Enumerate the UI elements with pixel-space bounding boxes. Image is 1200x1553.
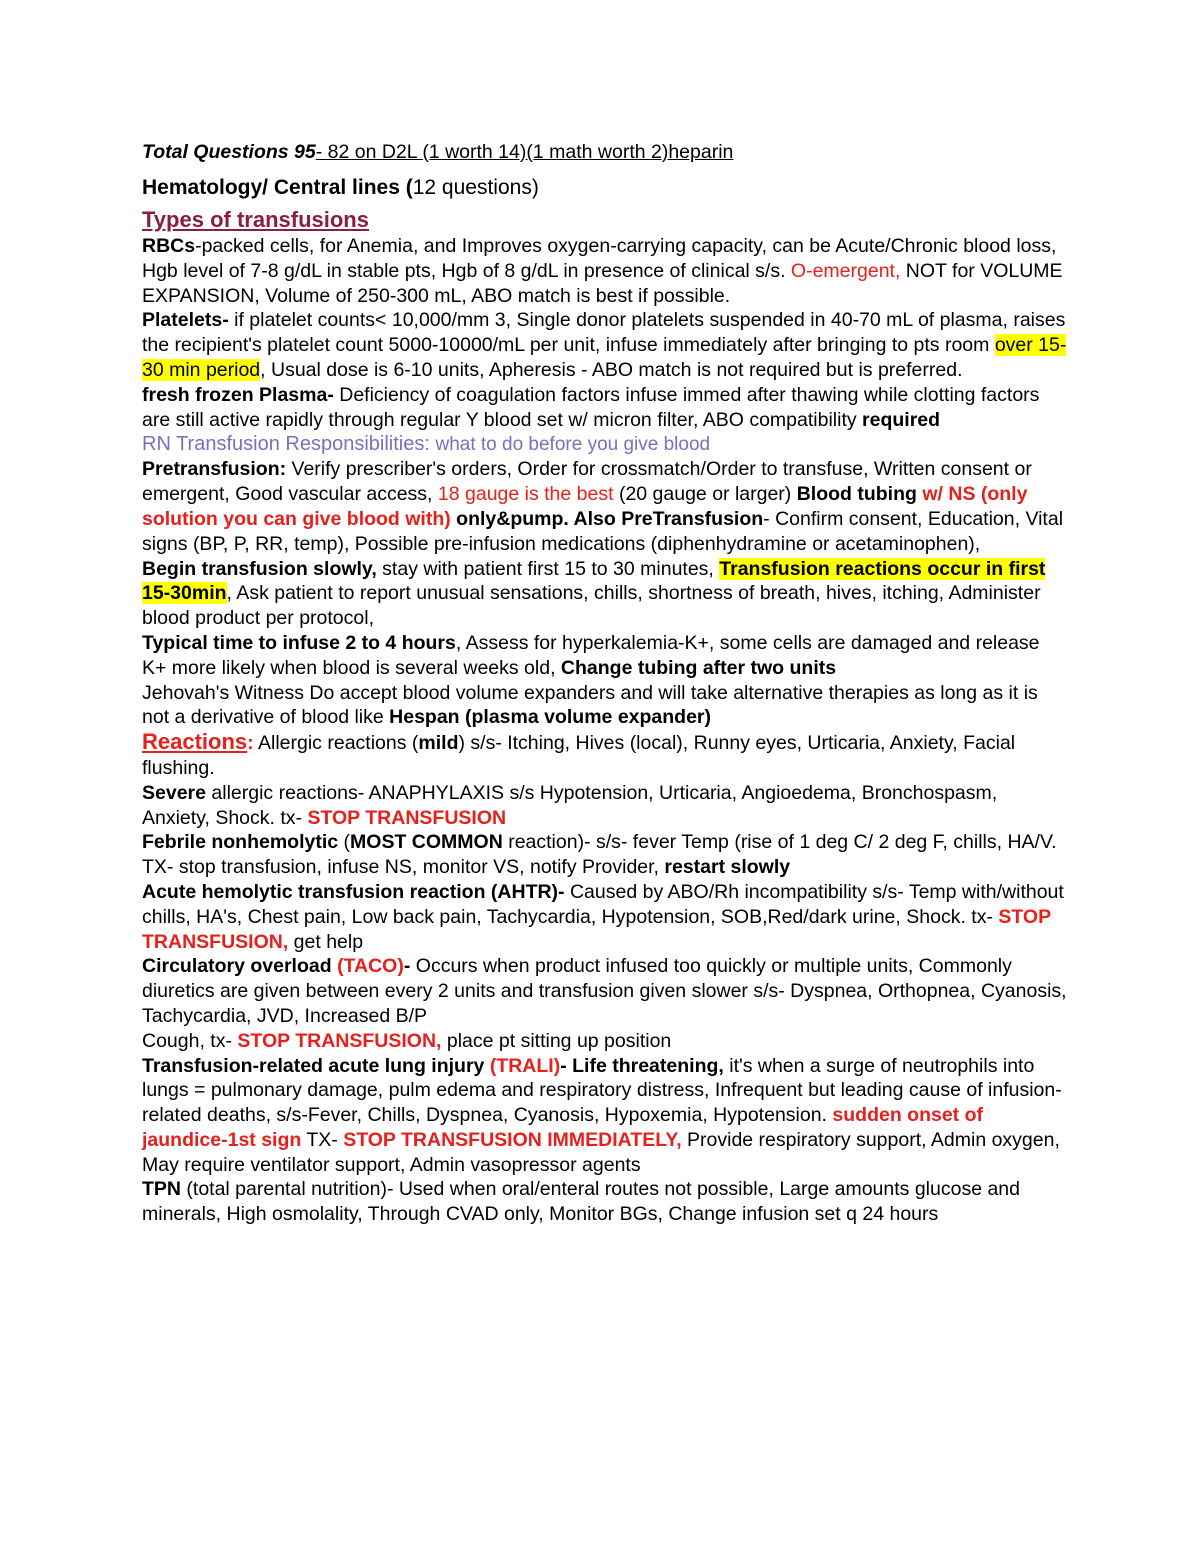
severe-paragraph [142,781,1067,831]
total-questions-label: Total Questions 95 [142,141,316,163]
begin-label: Begin transfusion slowly, [142,557,377,580]
trali-text-2: TX- [301,1128,344,1151]
tpn-text: (total parental nutrition)- Used when oral/enteral routes not possible, Large amounts glucose and minerals, High osmolality, Through CVAD only, Monitor BGs, Change infusion set q 24 hours [142,1178,1020,1226]
trali-acronym: (TRALI) [489,1054,561,1077]
blood-tubing-label: Blood tubing [796,483,923,506]
trali-text-3: Provide respiratory support, Admin oxygen, May require ventilator support, Admin vasopressor agents [142,1128,1060,1176]
ffp-label: fresh frozen Plasma- [142,383,334,406]
typical-text: , Assess for hyperkalemia-K+, some cells are damaged and release K+ more likely when blood is several weeks old, [142,631,1040,679]
begin-text-2: , Ask patient to report unusual sensations, chills, shortness of breath, hives, itching, Administer blood product per protocol, [142,582,1041,630]
platelets-paragraph [142,308,1067,382]
typical-paragraph [142,631,1067,681]
gauge-note: 18 gauge is the best [437,483,614,506]
begin-paragraph [142,557,1067,631]
reactions-label: Reactions [142,729,248,755]
reactions-timing-highlight: Transfusion reactions occur in first 15-30min [142,557,1046,605]
severe-label: Severe [142,781,206,804]
trali-text: it's when a surge of neutrophils into lungs = pulmonary damage, pulm edema and respiratory distress, Infrequent but leading cause of infusion-related deaths, s/s-Fever, Chills, Dyspnea, Cyanosis, Hypoxemia, Hypotension. [142,1054,1062,1127]
reactions-text-2: ) s/s- Itching, Hives (local), Runny eyes, Urticaria, Anxiety, Facial flushing. [142,732,1016,779]
ahtr-label: Acute hemolytic transfusion reaction (AHTR)- [142,880,565,903]
taco-text: Occurs when product infused too quickly or multiple units, Commonly diuretics are given between every 2 units and transfusion given slower s/s- Dyspnea, Orthopnea, Cyanosis, Tachycardia, JVD, Increased B/P [142,955,1067,1027]
taco-label: Circulatory overload [142,955,338,978]
mild-label: mild [418,732,459,755]
ahtr-text-2: get help [288,930,364,953]
section-heading-count: 12 questions) [412,176,539,199]
taco-text-2: place pt sitting up position [441,1029,672,1052]
tpn-label: TPN [142,1178,181,1201]
platelets-label: Platelets- [142,309,229,332]
total-questions-line [142,140,1067,164]
restart-slowly: restart slowly [664,856,791,879]
section-heading [142,174,1067,202]
pretransfusion-text: Verify prescriber's orders, Order for crossmatch/Order to transfuse, Written consent or emergent, Good vascular access, [142,458,1032,506]
document-content [142,140,1067,1227]
rn-responsibilities-heading [142,432,1067,457]
hespan-note: Hespan (plasma volume expander) [389,706,712,729]
ahtr-text: Caused by ABO/Rh incompatibility s/s- Temp with/without chills, HA's, Chest pain, Low back pain, Tachycardia, Hypotension, SOB,Red/dark urine, Shock. tx- [142,880,1064,928]
platelets-text-2: , Usual dose is 6-10 units, Apheresis - ABO match is not required but is preferred. [260,358,963,381]
reactions-text: Allergic reactions ( [253,732,419,755]
total-questions-detail: - 82 on D2L (1 worth 14)(1 math worth 2)heparin [315,141,734,163]
taco-paragraph [142,954,1067,1028]
ffp-paragraph [142,383,1067,433]
ahtr-stop: STOP TRANSFUSION, [142,905,1051,953]
tpn-paragraph [142,1177,1067,1227]
life-threatening-label: - Life threatening, [560,1054,724,1077]
types-heading: Types of transfusions [142,207,369,232]
severe-text: allergic reactions- ANAPHYLAXIS s/s Hypotension, Urticaria, Angioedema, Bronchospasm, Anxiety, Shock. tx- [142,781,998,829]
rbcs-paragraph [142,234,1067,308]
reactions-paragraph [142,730,1067,781]
pretransfusion-paragraph [142,457,1067,556]
platelets-highlight: over 15-30 min period [142,334,1067,381]
taco-acronym: (TACO) [337,955,404,978]
ffp-text: Deficiency of coagulation factors infuse immed after thawing while clotting factors are still active rapidly through regular Y blood set w/ micron filter, ABO compatibility [142,383,1040,431]
reactions-colon: : [247,732,254,755]
taco-cough-line [142,1029,1067,1054]
trali-paragraph [142,1054,1067,1178]
typical-label: Typical time to infuse 2 to 4 hours [142,631,456,654]
ffp-required: required [862,408,941,431]
febrile-text-2: reaction)- s/s- fever Temp (rise of 1 deg C/ 2 deg F, chills, HA/V. TX- stop transfusion, infuse NS, monitor VS, notify Provider, [142,831,1057,879]
febrile-paragraph [142,830,1067,880]
pretransfusion-label: Pretransfusion: [142,458,287,481]
rn-heading-sub: what to do before you give blood [435,434,711,456]
trali-label: Transfusion-related acute lung injury [142,1054,490,1077]
jehovah-paragraph [142,681,1067,731]
trali-stop: STOP TRANSFUSION IMMEDIATELY, [343,1128,682,1151]
rbcs-emergent: O-emergent, [790,259,901,282]
febrile-label: Febrile nonhemolytic [142,831,339,854]
pretransfusion-text-2: (20 gauge or larger) [613,483,797,506]
febrile-text: ( [338,831,351,854]
rn-heading-main: RN Transfusion Responsibilities: [142,433,436,456]
jaundice-sign: sudden onset of jaundice-1st sign [142,1104,983,1151]
taco-stop: STOP TRANSFUSION, [237,1029,442,1052]
jehovah-text: Jehovah's Witness Do accept blood volume expanders and will take alternative therapies as long as it is not a derivative of blood like [142,681,1038,729]
pump-pretransfusion-label: only&pump. Also PreTransfusion [450,507,764,530]
most-common-label: MOST COMMON [350,831,503,854]
begin-text: stay with patient first 15 to 30 minutes, [376,557,720,580]
taco-cough-text: Cough, tx- [142,1029,238,1052]
pretransfusion-text-3: - Confirm consent, Education, Vital signs (BP, P, RR, temp), Possible pre-infusion medications (diphenhydramine or acetaminophen), [142,507,1064,555]
taco-dash: - [403,955,411,978]
rbcs-text-2: NOT for VOLUME EXPANSION, Volume of 250-300 mL, ABO match is best if possible. [142,259,1063,307]
section-heading-bold: Hematology/ Central lines ( [142,176,413,199]
ns-only-note: w/ NS (only solution you can give blood with) [142,483,1028,530]
rbcs-label: RBCs [142,235,196,257]
rbcs-text: -packed cells, for Anemia, and Improves oxygen-carrying capacity, can be Acute/Chronic blood loss, Hgb level of 7-8 g/dL in stable pts, Hgb of 8 g/dL in presence of clinical s/s. [142,235,1057,282]
platelets-text: if platelet counts< 10,000/mm 3, Single donor platelets suspended in 40-70 mL of plasma, raises the recipient's platelet count 5000-10000/mL per unit, infuse immediately after bringing to pts room [142,309,1066,357]
severe-stop: STOP TRANSFUSION [307,806,507,829]
ahtr-paragraph [142,880,1067,954]
change-tubing-note: Change tubing after two units [560,656,837,679]
